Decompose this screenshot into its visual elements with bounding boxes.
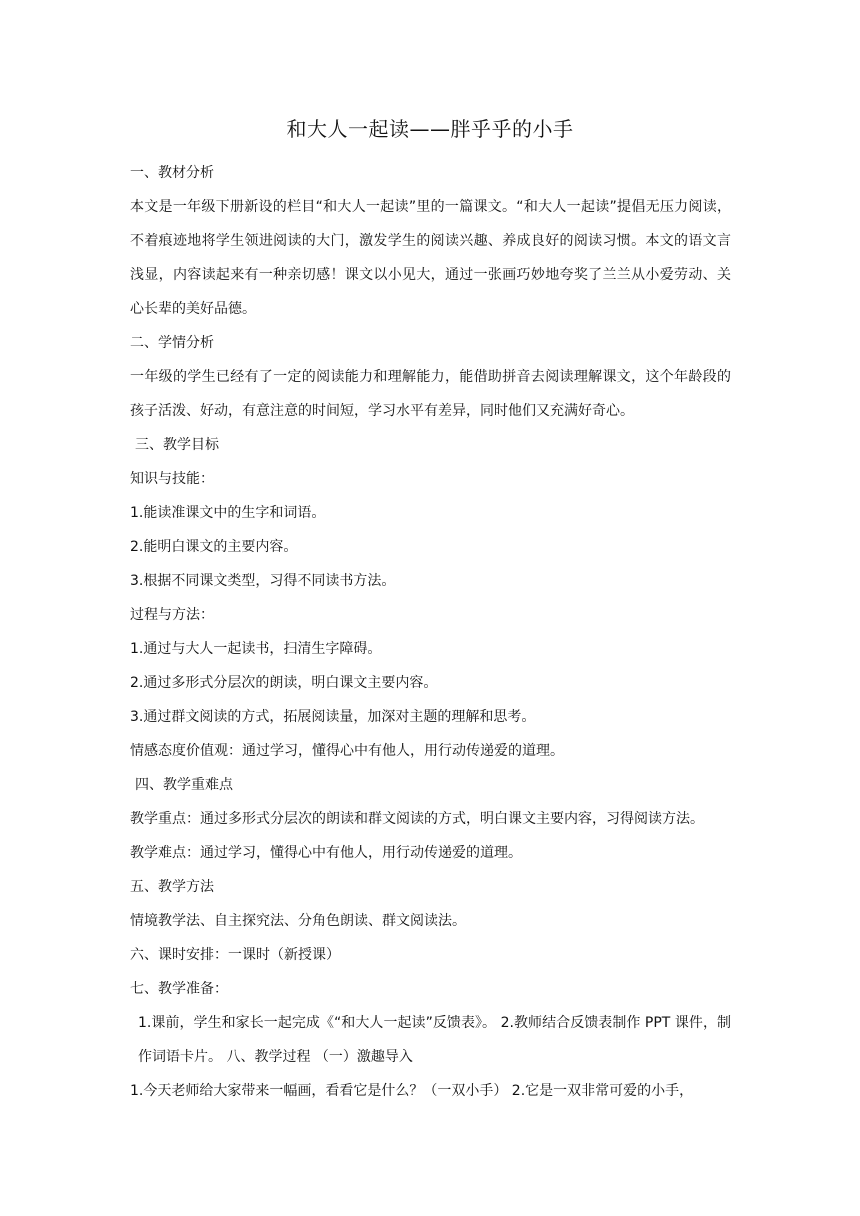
paragraph-emotion-values: 情感态度价值观：通过学习，懂得心中有他人，用行动传递爱的道理。 [130, 743, 564, 759]
document-title: 和大人一起读——胖乎乎的小手 [286, 117, 574, 141]
list-item-knowledge-1: 1.能读准课文中的生字和词语。 [130, 505, 326, 521]
paragraph-teaching-methods: 情境教学法、自主探究法、分角色朗读、群文阅读法。 [130, 913, 466, 929]
paragraph-teaching-process: 1.今天老师给大家带来一幅画，看看它是什么？（一双小手） 2.它是一双非常可爱的小手， [130, 1083, 694, 1099]
label-knowledge-skills: 知识与技能： [130, 471, 214, 487]
section-heading-student-analysis: 二、学情分析 [130, 335, 214, 351]
paragraph-preparation: 1.课前，学生和家长一起完成《“和大人一起读”反馈表》。 2.教师结合反馈表制作 PPT 课件，制作词语卡片。 八、教学过程 （一）激趣导入 [138, 1015, 731, 1065]
list-item-process-3: 3.通过群文阅读的方式，拓展阅读量，加深对主题的理解和思考。 [130, 709, 536, 725]
list-item-process-2: 2.通过多形式分层次的朗读，明白课文主要内容。 [130, 675, 438, 691]
paragraph-key-point: 教学重点：通过多形式分层次的朗读和群文阅读的方式，明白课文主要内容，习得阅读方法。 [130, 811, 704, 827]
section-heading-teaching-goals: 三、教学目标 [135, 437, 219, 453]
document-body [130, 156, 731, 1108]
label-process-methods: 过程与方法： [130, 607, 214, 623]
paragraph-student-analysis: 一年级的学生已经有了一定的阅读能力和理解能力，能借助拼音去阅读理解课文，这个年龄段的孩子活泼、好动，有意注意的时间短，学习水平有差异，同时他们又充满好奇心。 [130, 369, 731, 419]
list-item-knowledge-2: 2.能明白课文的主要内容。 [130, 539, 298, 555]
section-heading-preparation: 七、教学准备： [130, 981, 228, 997]
paragraph-difficulty: 教学难点：通过学习，懂得心中有他人，用行动传递爱的道理。 [130, 845, 522, 861]
paragraph-material-analysis: 本文是一年级下册新设的栏目“和大人一起读”里的一篇课文。“和大人一起读”提倡无压力阅读，不着痕迹地将学生领进阅读的大门，激发学生的阅读兴趣、养成良好的阅读习惯。本文的语文言浅显，内容读起来有一种亲切感！课文以小见大，通过一张画巧妙地夸奖了兰兰从小爱劳动、关心长辈的美好品德。 [130, 199, 731, 317]
list-item-knowledge-3: 3.根据不同课文类型，习得不同读书方法。 [130, 573, 396, 589]
section-heading-material-analysis: 一、教材分析 [130, 165, 214, 181]
section-heading-teaching-methods: 五、教学方法 [130, 879, 214, 895]
section-heading-key-difficulty: 四、教学重难点 [135, 777, 233, 793]
section-heading-schedule: 六、课时安排：一课时（新授课） [130, 947, 340, 963]
list-item-process-1: 1.通过与大人一起读书，扫清生字障碍。 [130, 641, 382, 657]
